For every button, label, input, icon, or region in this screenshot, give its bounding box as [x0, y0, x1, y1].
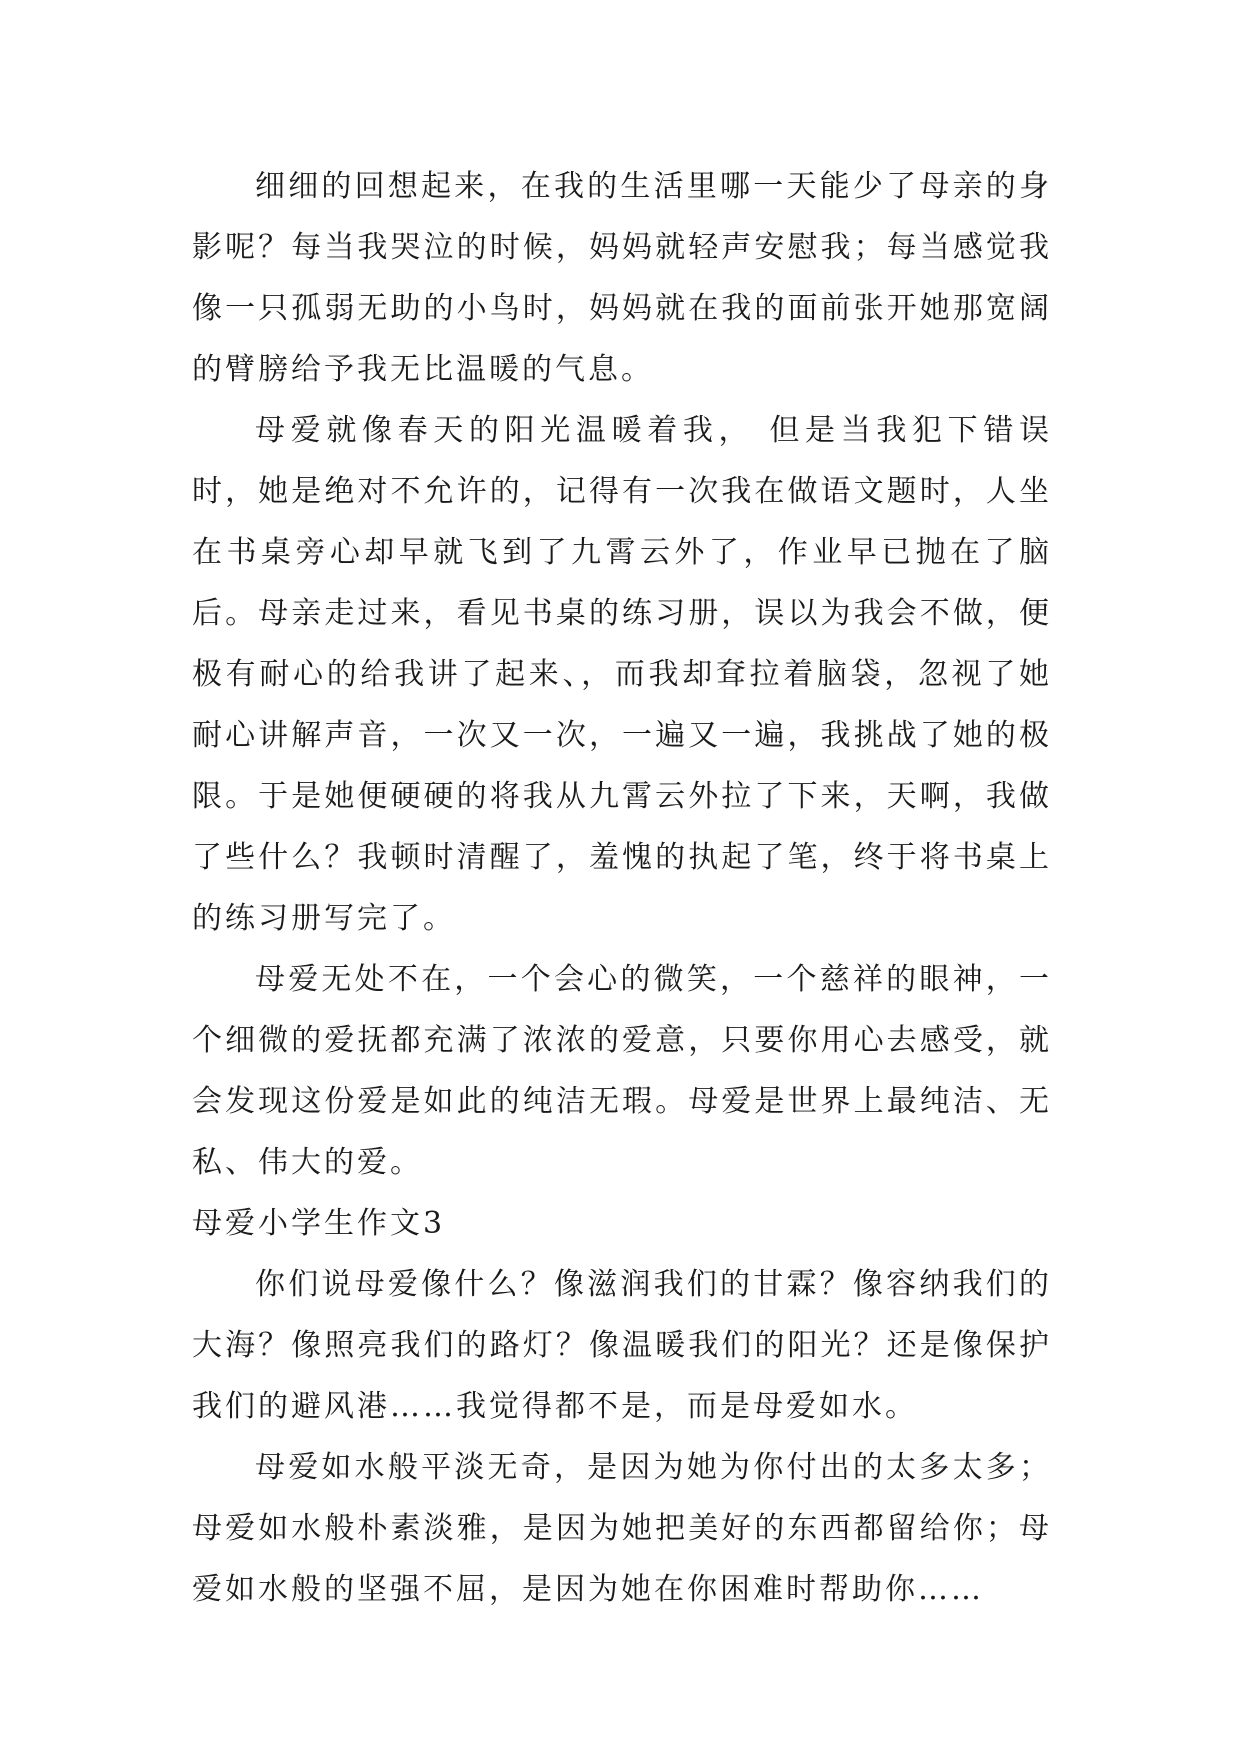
paragraph: 母爱无处不在，一个会心的微笑，一个慈祥的眼神，一个细微的爱抚都充满了浓浓的爱意，只要你用心去感受，就会发现这份爱是如此的纯洁无瑕。母爱是世界上最纯洁、无私、伟大的爱。 [192, 962, 1052, 1180]
section-title: 母爱小学生作文3 [192, 1206, 446, 1241]
paragraph: 母爱如水般平淡无奇，是因为她为你付出的太多太多；母爱如水般朴素淡雅，是因为她把美好的东西都留给你；母爱如水般的坚强不屈，是因为她在你困难时帮助你…… [192, 1450, 1052, 1607]
paragraph: 你们说母爱像什么？像滋润我们的甘霖？像容纳我们的大海？像照亮我们的路灯？像温暖我们的阳光？还是像保护我们的避风港……我觉得都不是，而是母爱如水。 [192, 1267, 1052, 1424]
paragraph: 细细的回想起来，在我的生活里哪一天能少了母亲的身影呢？每当我哭泣的时候，妈妈就轻声安慰我；每当感觉我像一只孤弱无助的小鸟时，妈妈就在我的面前张开她那宽阔的臂膀给予我无比温暖的气息。 [192, 169, 1052, 387]
document-page [192, 156, 1052, 1620]
paragraph: 母爱就像春天的阳光温暖着我， 但是当我犯下错误时，她是绝对不允许的，记得有一次我在做语文题时，人坐在书桌旁心却早就飞到了九霄云外了，作业早已抛在了脑后。母亲走过来，看见书桌的练习册，误以为我会不做，便极有耐心的给我讲了起来、，而我却耷拉着脑袋，忽视了她耐心讲解声音，一次又一次，一遍又一遍，我挑战了她的极限。于是她便硬硬的将我从九霄云外拉了下来，天啊，我做了些什么？我顿时清醒了，羞愧的执起了笔，终于将书桌上的练习册写完了。 [192, 413, 1052, 936]
